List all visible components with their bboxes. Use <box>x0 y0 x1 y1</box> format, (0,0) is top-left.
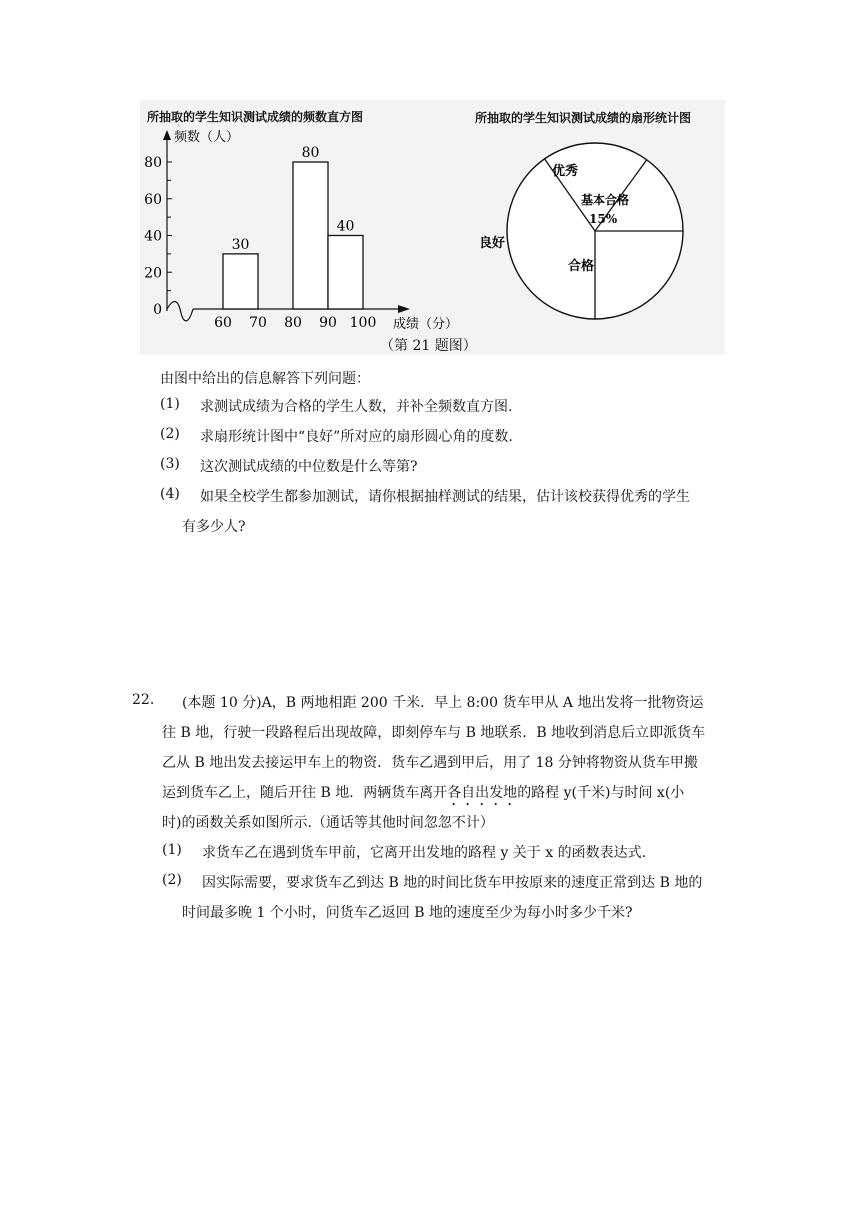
q22-item-1-number: (1) <box>162 842 182 858</box>
x-axis-label: 成绩（分） <box>393 317 459 332</box>
x-axis-arrow <box>398 305 410 313</box>
x-tick-label: 90 <box>319 315 337 331</box>
histogram-title: 所抽取的学生知识测试成绩的频数直方图 <box>147 110 364 124</box>
q21-item-3-text: 这次测试成绩的中位数是什么等第? <box>200 459 418 475</box>
q21-item-3 <box>160 456 760 476</box>
bar-data-label: 40 <box>336 218 355 235</box>
q21-item-2 <box>160 426 760 446</box>
q21-item-1-text: 求测试成绩为合格的学生人数，并补全频数直方图. <box>200 399 513 415</box>
q22-line-1: (本题 10 分)A，B 两地相距 200 千米．早上 8:00 货车甲从 A 地出发将一批物资运 <box>182 695 704 711</box>
q22-line-4-emphasis: 各自出发地 <box>447 785 518 801</box>
x-tick-label: 100 <box>349 315 377 331</box>
x-tick-label: 60 <box>214 315 232 331</box>
histogram-bar <box>293 162 328 309</box>
y-axis-label: 频数（人） <box>174 130 240 145</box>
x-tick-label: 80 <box>284 315 302 331</box>
pie-label-good: 良好 <box>479 236 506 251</box>
q22-item-2-number: (2) <box>162 872 182 888</box>
q22-item-2 <box>162 872 762 892</box>
q21-item-3-number: (3) <box>160 456 180 472</box>
q21-item-4-number: (4) <box>160 486 180 502</box>
q22-item-2-text: 因实际需要，要求货车乙到达 B 地的时间比货车甲按原来的速度正常到达 B 地的 <box>202 875 703 891</box>
pie-title: 所抽取的学生知识测试成绩的扇形统计图 <box>475 111 692 125</box>
bar-data-label: 80 <box>301 145 320 161</box>
q22-item-2-continuation: 时间最多晚 1 个小时，问货车乙返回 B 地的速度至少为每小时多少千米? <box>182 905 633 921</box>
q22-line-5: 时)的函数关系如图所示.（通话等其他时间忽忽不计） <box>162 815 494 831</box>
figure-caption: （第 21 题图） <box>380 338 477 354</box>
q21-item-1 <box>160 396 760 416</box>
pie-chart <box>470 125 720 355</box>
y-tick-label: 40 <box>144 228 162 245</box>
q22-line-4-part-b: 的路程 y(千米)与时间 x(小 <box>517 785 685 801</box>
q21-item-1-number: (1) <box>160 396 180 412</box>
pie-label-basic-pass: 基本合格 <box>581 193 630 207</box>
x-tick-label: 70 <box>249 315 267 331</box>
q21-item-4 <box>160 486 760 506</box>
bar-data-label: 30 <box>231 236 250 253</box>
q21-item-2-number: (2) <box>160 426 180 442</box>
y-axis-arrow <box>163 130 171 140</box>
pie-label-excellent: 优秀 <box>552 164 579 179</box>
q22-line-4 <box>162 782 684 809</box>
figure-panel <box>140 100 725 355</box>
y-tick-label: 80 <box>144 155 162 171</box>
pie-label-basic-pass-percent: 15% <box>589 212 618 226</box>
y-tick-label: 60 <box>144 191 162 208</box>
q21-item-2-text: 求扇形统计图中“良好”所对应的扇形圆心角的度数. <box>200 429 513 445</box>
pie-label-pass: 合格 <box>568 259 595 274</box>
y-tick-label: 20 <box>144 265 162 282</box>
histogram-chart <box>140 100 459 340</box>
q22-item-1 <box>162 842 762 862</box>
axis-break <box>167 301 193 320</box>
q22-line-3: 乙从 B 地出发去接运甲车上的物资．货车乙遇到甲后，用了 18 分钟将物资从货车甲搬 <box>162 755 698 771</box>
q22-line-4-part-a: 运到货车乙上，随后开往 B 地．两辆货车离开 <box>162 785 448 801</box>
histogram-bar <box>328 236 363 310</box>
q21-intro: 由图中给出的信息解答下列问题： <box>160 371 370 387</box>
q22-line-2: 往 B 地，行驶一段路程后出现故障，即刻停车与 B 地联系．B 地收到消息后立即派货车 <box>162 725 706 741</box>
histogram-bar <box>223 254 258 309</box>
q21-item-4-continuation: 有多少人? <box>182 519 246 535</box>
q21-item-4-text: 如果全校学生都参加测试，请你根据抽样测试的结果，估计该校获得优秀的学生 <box>200 489 690 505</box>
q22-number: 22. <box>132 692 155 708</box>
q22-item-1-text: 求货车乙在遇到货车甲前，它离开出发地的路程 y 关于 x 的函数表达式. <box>202 845 647 861</box>
y-tick-label: 0 <box>153 302 162 318</box>
